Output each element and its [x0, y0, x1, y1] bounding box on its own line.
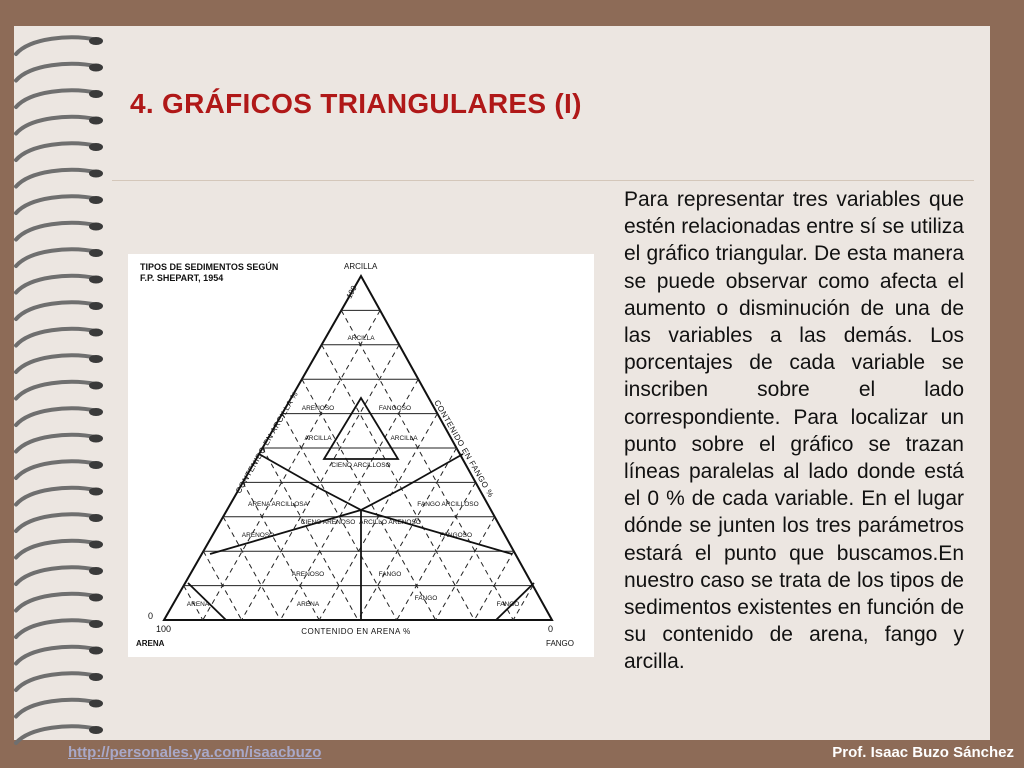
spiral-ring: [16, 726, 98, 743]
grid-line: [280, 379, 418, 620]
spiral-hole: [89, 302, 103, 310]
spiral-ring: [16, 276, 98, 293]
apex-label: ARCILLA: [344, 262, 378, 271]
spiral-ring: [16, 461, 98, 478]
region-fangoso: FANGOSO: [378, 405, 412, 412]
spiral-hole: [89, 64, 103, 72]
slide-title: 4. GRÁFICOS TRIANGULARES (I): [130, 88, 582, 119]
spiral-ring: [16, 37, 98, 54]
spiral-hole: [89, 170, 103, 178]
region-cieno-arcilloso: CIENO ARCILLOSO: [331, 462, 391, 469]
spiral-hole: [89, 461, 103, 469]
spiral-hole: [89, 37, 103, 45]
spiral-binding: [0, 0, 120, 768]
region-fango-mid: FANGO: [378, 571, 402, 578]
footer-author: Prof. Isaac Buzo Sánchez: [832, 744, 1014, 761]
spiral-hole: [89, 673, 103, 681]
bottom-axis-label: CONTENIDO EN ARENA %: [301, 627, 411, 636]
spiral-hole: [89, 382, 103, 390]
spiral-hole: [89, 726, 103, 734]
spiral-ring: [16, 223, 98, 240]
spiral-ring: [16, 673, 98, 690]
spiral-ring: [16, 700, 98, 717]
region-arena: ARENA: [186, 601, 210, 608]
region-arcilla-right: ARCILLA: [390, 435, 418, 442]
boundary-right-center: [361, 488, 403, 510]
spiral-hole: [89, 700, 103, 708]
spiral-ring: [16, 170, 98, 187]
spiral-hole: [89, 488, 103, 496]
spiral-hole: [89, 541, 103, 549]
spiral-hole: [89, 435, 103, 443]
spiral-hole: [89, 90, 103, 98]
spiral-ring: [16, 355, 98, 372]
region-arcilla-left: ARCILLA: [304, 435, 332, 442]
spiral-ring: [16, 143, 98, 160]
region-fangoso-low: FANGOSO: [439, 532, 473, 539]
spiral-ring: [16, 249, 98, 266]
slide-body-text: Para representar tres variables que estén relacionadas entre sí se utiliza el gráfico triangular. De esta manera se puede observar como afecta el aumento o disminución de una de las variables a las demás. Los porcentajes de cada variable se inscriben sobre el lado correspondiente. Para localizar un punto sobre el gráfico se trazan líneas paralelas al lado donde está el 0 % de cada variable. En el lugar dónde se junten los tres parámetros estará el punto que buscamos.En nuestro caso se trata de los tipos de sedimentos existentes en función de su contenido de arena, fango y arcilla.: [624, 188, 964, 674]
spiral-hole: [89, 408, 103, 416]
boundary-left-center: [319, 488, 361, 510]
region-boundaries: [188, 398, 534, 620]
grid-line: [302, 379, 436, 620]
spiral-hole: [89, 196, 103, 204]
spiral-ring: [16, 435, 98, 452]
spiral-hole: [89, 143, 103, 151]
spiral-ring: [16, 90, 98, 107]
region-fango: FANGO: [496, 601, 520, 608]
spiral-hole: [89, 647, 103, 655]
spiral-ring: [16, 541, 98, 558]
region-arena-arcillosa: ARENA ARCILLOSA: [248, 501, 308, 508]
right-vertex-zero: 0: [548, 624, 554, 634]
region-arcilla: ARCILLA: [347, 335, 375, 342]
spiral-hole: [89, 567, 103, 575]
spiral-ring: [16, 329, 98, 346]
spiral-ring: [16, 647, 98, 664]
spiral-hole: [89, 276, 103, 284]
spiral-hole: [89, 594, 103, 602]
region-arenoso: ARENOSO: [301, 405, 335, 412]
left-vertex-label: ARENA: [136, 639, 165, 648]
region-arcillo-arenoso: ARCILLO ARENOSO: [359, 519, 421, 526]
spiral-hole: [89, 223, 103, 231]
footer-url-link[interactable]: http://personales.ya.com/isaacbuzo: [68, 744, 322, 761]
left-vertex-value: 100: [156, 624, 172, 634]
spiral-ring: [16, 64, 98, 81]
spiral-hole: [89, 329, 103, 337]
figure-caption-line2: F.P. SHEPART, 1954: [140, 273, 224, 283]
spiral-ring: [16, 567, 98, 584]
spiral-ring: [16, 382, 98, 399]
spiral-hole: [89, 355, 103, 363]
right-axis-label: CONTENIDO EN FANGO %: [432, 398, 496, 500]
spiral-ring: [16, 620, 98, 637]
spiral-ring: [16, 117, 98, 134]
spiral-hole: [89, 514, 103, 522]
spiral-ring: [16, 302, 98, 319]
figure-caption-line1: TIPOS DE SEDIMENTOS SEGÚN: [140, 262, 279, 272]
left-vertex-zero: 0: [148, 611, 154, 621]
spiral-ring: [16, 594, 98, 611]
spiral-ring: [16, 408, 98, 425]
spiral-hole: [89, 117, 103, 125]
region-arenoso-low: ARENOSO: [241, 532, 275, 539]
region-cieno-arenoso: CIENO ARENOSO: [300, 519, 356, 526]
title-divider: [112, 180, 974, 181]
spiral-ring: [16, 514, 98, 531]
spiral-ring: [16, 196, 98, 213]
spiral-hole: [89, 620, 103, 628]
region-fango-arcilloso: FANGO ARCILLOSO: [417, 501, 479, 508]
region-arenoso-mid: ARENOSO: [291, 571, 325, 578]
region-arena-low: ARENA: [296, 601, 320, 608]
spiral-rings: [16, 37, 103, 743]
left-axis-label: CONTENIDO EN ARCILLA %: [233, 389, 300, 495]
spiral-hole: [89, 249, 103, 257]
spiral-ring: [16, 488, 98, 505]
apex-value: 100: [344, 284, 359, 301]
ternary-diagram-figure: [128, 254, 594, 657]
region-fango-low: FANGO: [414, 595, 438, 602]
right-vertex-label: FANGO: [546, 639, 575, 648]
ternary-diagram: [128, 254, 594, 657]
